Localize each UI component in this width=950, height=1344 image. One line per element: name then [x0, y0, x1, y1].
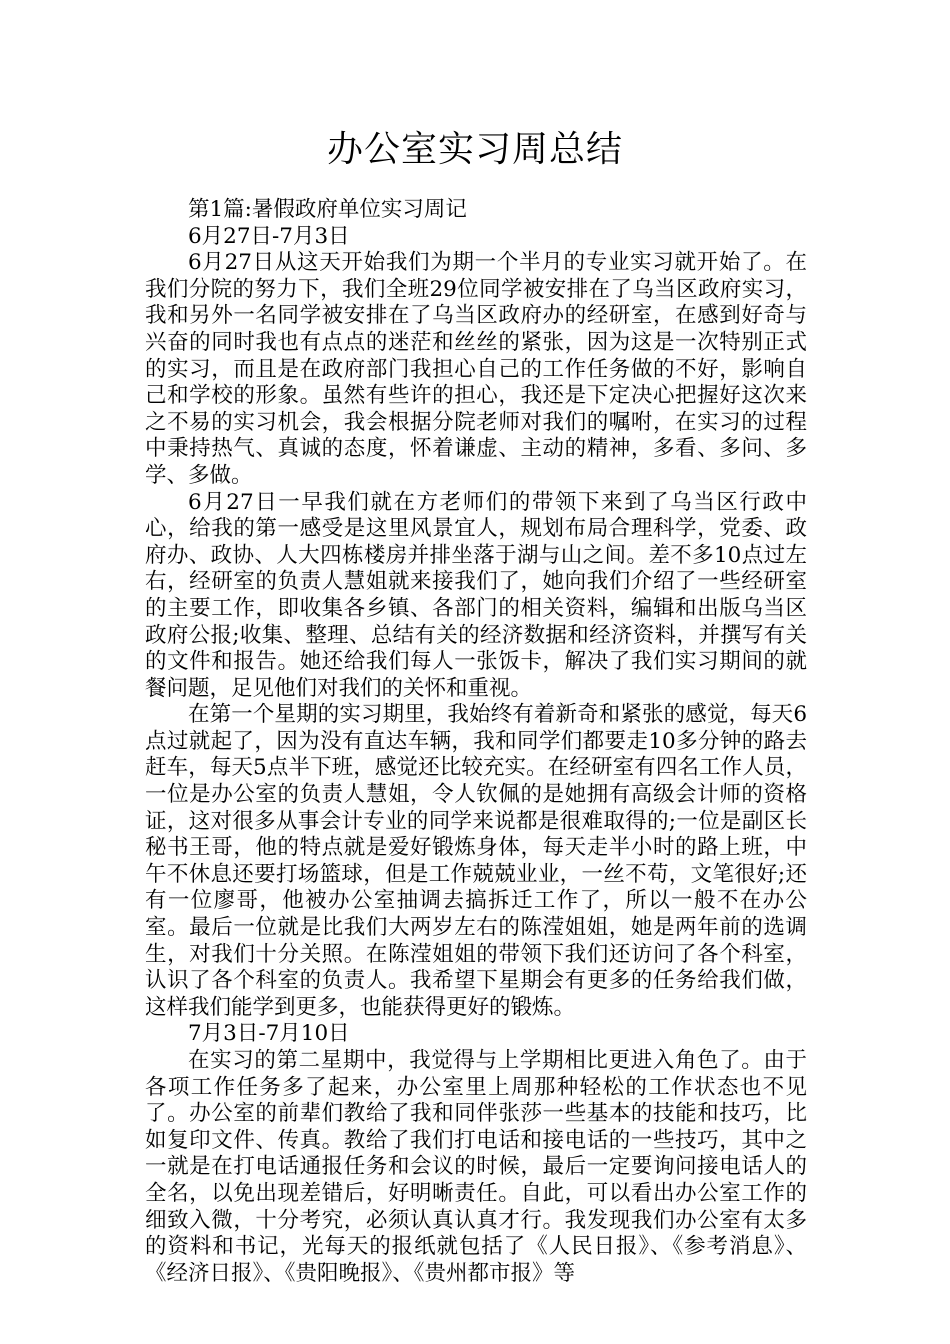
date-range-heading: 7月3日-7月10日	[188, 1021, 350, 1047]
body-paragraph: 在实习的第二星期中，我觉得与上学期相比更进入角色了。由于各项工作任务多了起来，办公室里上周那种轻松的工作状态也不见了。办公室的前辈们教给了我和同伴张莎一些基本的技能和技巧，比如复印文件、传真。教给了我们打电话和接电话的一些技巧，其中之一就是在打电话通报任务和会议的时候，最后一定要询问接电话人的全名，以免出现差错后，好明晰责任。自此，可以看出办公室工作的细致入微，十分考究，必须认真认真才行。我发现我们办公室有太多的资料和书记，光每天的报纸就包括了《人民日报》、《参考消息》、《经济日报》、《贵阳晚报》、《贵州都市报》等	[145, 1048, 807, 1286]
body-paragraph: 6月27日一早我们就在方老师们的带领下来到了乌当区行政中心，给我的第一感受是这里风景宜人，规划布局合理科学，党委、政府办、政协、人大四栋楼房并排坐落于湖与山之间。差不多10点过左右，经研室的负责人慧姐就来接我们了，她向我们介绍了一些经研室的主要工作，即收集各乡镇、各部门的相关资料，编辑和出版乌当区政府公报;收集、整理、总结有关的经济数据和经济资料，并撰写有关的文件和报告。她还给我们每人一张饭卡，解决了我们实习期间的就餐问题，足见他们对我们的关怀和重视。	[145, 489, 807, 701]
document-body	[145, 197, 807, 1287]
body-paragraph: 6月27日从这天开始我们为期一个半月的专业实习就开始了。在我们分院的努力下，我们全班29位同学被安排在了乌当区政府实习，我和另外一名同学被安排在了乌当区政府办的经研室，在感到好奇与兴奋的同时我也有点点的迷茫和丝丝的紧张，因为这是一次特别正式的实习，而且是在政府部门我担心自己的工作任务做的不好，影响自己和学校的形象。虽然有些许的担心，我还是下定决心把握好这次来之不易的实习机会，我会根据分院老师对我们的嘱咐，在实习的过程中秉持热气、真诚的态度，怀着谦虚、主动的精神，多看、多问、多学、多做。	[145, 250, 807, 488]
section-heading: 第1篇:暑假政府单位实习周记	[188, 197, 467, 222]
document-title: 办公室实习周总结	[326, 129, 623, 170]
body-paragraph: 在第一个星期的实习期里，我始终有着新奇和紧张的感觉，每天6点过就起了，因为没有直达车辆，我和同学们都要走10多分钟的路去赶车，每天5点半下班，感觉还比较充实。在经研室有四名工作人员，一位是办公室的负责人慧姐，令人钦佩的是她拥有高级会计师的资格证，这对很多从事会计专业的同学来说都是很难取得的;一位是副区长秘书王哥，他的特点就是爱好锻炼身体，每天走半小时的路上班，中午不休息还要打场篮球，但是工作兢兢业业，一丝不苟，文笔很好;还有一位廖哥，他被办公室抽调去搞拆迁工作了，所以一般不在办公室。最后一位就是比我们大两岁左右的陈滢姐姐，她是两年前的选调生，对我们十分关照。在陈滢姐姐的带领下我们还访问了各个科室，认识了各个科室的负责人。我希望下星期会有更多的任务给我们做，这样我们能学到更多，也能获得更好的锻炼。	[145, 702, 807, 1020]
date-range-heading: 6月27日-7月3日	[188, 223, 350, 249]
